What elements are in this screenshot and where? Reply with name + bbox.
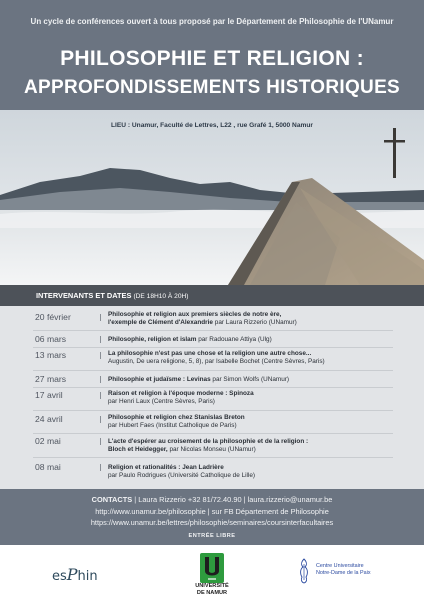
esphin-logo — [52, 565, 98, 584]
talk-title-bold: Philosophie et judaïsme : Levinas — [108, 376, 211, 383]
row-divider — [33, 433, 393, 434]
separator-bar — [100, 416, 101, 423]
speaker-text: par Nicolas Monseu (UNamur) — [167, 446, 256, 453]
talk-title — [108, 311, 281, 318]
schedule-heading — [36, 291, 188, 300]
free-entry: ENTRÉE LIBRE — [188, 533, 236, 539]
unamur-logo-line-1: UNIVERSITÉ — [195, 583, 229, 589]
talk-title — [108, 414, 245, 421]
talk-title-bold: Philosophie et religion chez Stanislas Breton — [108, 414, 245, 421]
date-label: 17 avril — [35, 390, 63, 400]
talk-title — [108, 376, 289, 383]
date-label: 27 mars — [35, 374, 67, 384]
contacts-phone-email: | Laura Rizzerio +32 81/72.40.90 | laura.rizzerio@unamur.be — [132, 495, 333, 504]
title-line-2: APPROFONDISSEMENTS HISTORIQUES — [23, 77, 401, 98]
esphin-logo-p: P — [66, 565, 78, 584]
esphin-logo-suffix: hin — [77, 569, 98, 584]
talk-title-bold: Religion et rationalités : Jean Ladrière — [108, 464, 224, 471]
unamur-logo-text — [191, 583, 233, 596]
row-divider — [33, 457, 393, 458]
unamur-logo-icon — [200, 553, 224, 583]
talk-title-bold: Raison et religion à l'époque moderne : Spinoza — [108, 390, 254, 397]
date-label: 02 mai — [35, 436, 61, 446]
intro-text: Un cycle de conférences ouvert à tous proposé par le Département de Philosophie de l'UNamur — [30, 17, 394, 26]
speaker-text: par Radouane Attiya (Ulg) — [198, 336, 272, 343]
talk-title-bold-2: l'exemple de Clément d'Alexandrie — [108, 319, 213, 326]
date-label: 13 mars — [35, 350, 67, 360]
contacts-label: CONTACTS — [91, 495, 133, 504]
title-line-1: PHILOSOPHIE ET RELIGION : — [60, 47, 364, 70]
row-divider — [33, 387, 393, 388]
talk-title — [108, 336, 272, 343]
talk-title-bold-2: Bloch et Heidegger, — [108, 446, 168, 453]
schedule-heading-time: (DE 18H10 À 20H) — [133, 293, 189, 300]
notre-dame-logo-line-2: Notre-Dame de la Paix — [316, 570, 371, 576]
talk-subtitle: par Hubert Faes (Institut Catholique de Paris) — [108, 422, 237, 429]
row-divider — [33, 330, 393, 331]
separator-bar — [100, 392, 101, 399]
contacts-url: https://www.unamur.be/lettres/philosophie/seminaires/coursinterfacultaires — [90, 518, 334, 527]
notre-dame-logo-text — [316, 563, 371, 577]
separator-bar — [100, 464, 101, 471]
talk-title — [108, 438, 308, 445]
talk-title-bold: L'acte d'espérer au croisement de la philosophie et de la religion : — [108, 438, 309, 445]
speaker-text: par Simon Wolfs (UNamur) — [212, 376, 290, 383]
contacts-line-2: http://www.unamur.be/philosophie | sur FB Département de Philosophie — [95, 507, 329, 516]
talk-title — [108, 464, 224, 471]
contacts-line-1 — [0, 495, 424, 504]
talk-title — [108, 390, 254, 397]
date-label: 06 mars — [35, 334, 67, 344]
speaker-text: par Laura Rizzerio (UNamur) — [214, 319, 297, 326]
unamur-logo-line-2: DE NAMUR — [196, 589, 228, 596]
separator-bar — [100, 336, 101, 343]
date-label: 08 mai — [35, 462, 61, 472]
mountain-photo — [0, 110, 424, 285]
schedule-heading-title: INTERVENANTS ET DATES — [36, 291, 132, 300]
notre-dame-logo-line-1: Centre Universitaire — [316, 563, 364, 569]
separator-bar — [100, 376, 101, 383]
venue-text: LIEU : Unamur, Faculté de Lettres, L22 , rue Grafé 1, 5000 Namur — [111, 122, 313, 129]
talk-title-bold: La philosophie n'est pas une chose et la religion une autre chose... — [108, 350, 312, 357]
row-divider — [33, 370, 393, 371]
talk-title-bold: Philosophie et religion aux premiers siècles de notre ère, — [108, 311, 282, 318]
date-label: 20 février — [35, 312, 71, 322]
notre-dame-logo-icon — [298, 558, 310, 584]
row-divider — [33, 410, 393, 411]
talk-title — [108, 350, 311, 357]
separator-bar — [100, 438, 101, 445]
separator-bar — [100, 314, 101, 321]
date-label: 24 avril — [35, 414, 63, 424]
talk-title-bold: Philosophie, religion et islam — [108, 336, 197, 343]
row-divider — [33, 347, 393, 348]
talk-subtitle — [108, 319, 297, 326]
esphin-logo-prefix: es — [52, 569, 67, 584]
talk-subtitle: par Henri Laux (Centre Sèvres, Paris) — [108, 398, 215, 405]
separator-bar — [100, 352, 101, 359]
talk-subtitle: par Paulo Rodrigues (Université Catholique de Lille) — [108, 472, 256, 479]
agenda-list — [0, 306, 424, 489]
talk-subtitle — [108, 446, 256, 453]
talk-subtitle: Augustin, De uera religione, 5, 8), par Isabelle Bochet (Centre Sèvres, Paris) — [108, 358, 325, 365]
